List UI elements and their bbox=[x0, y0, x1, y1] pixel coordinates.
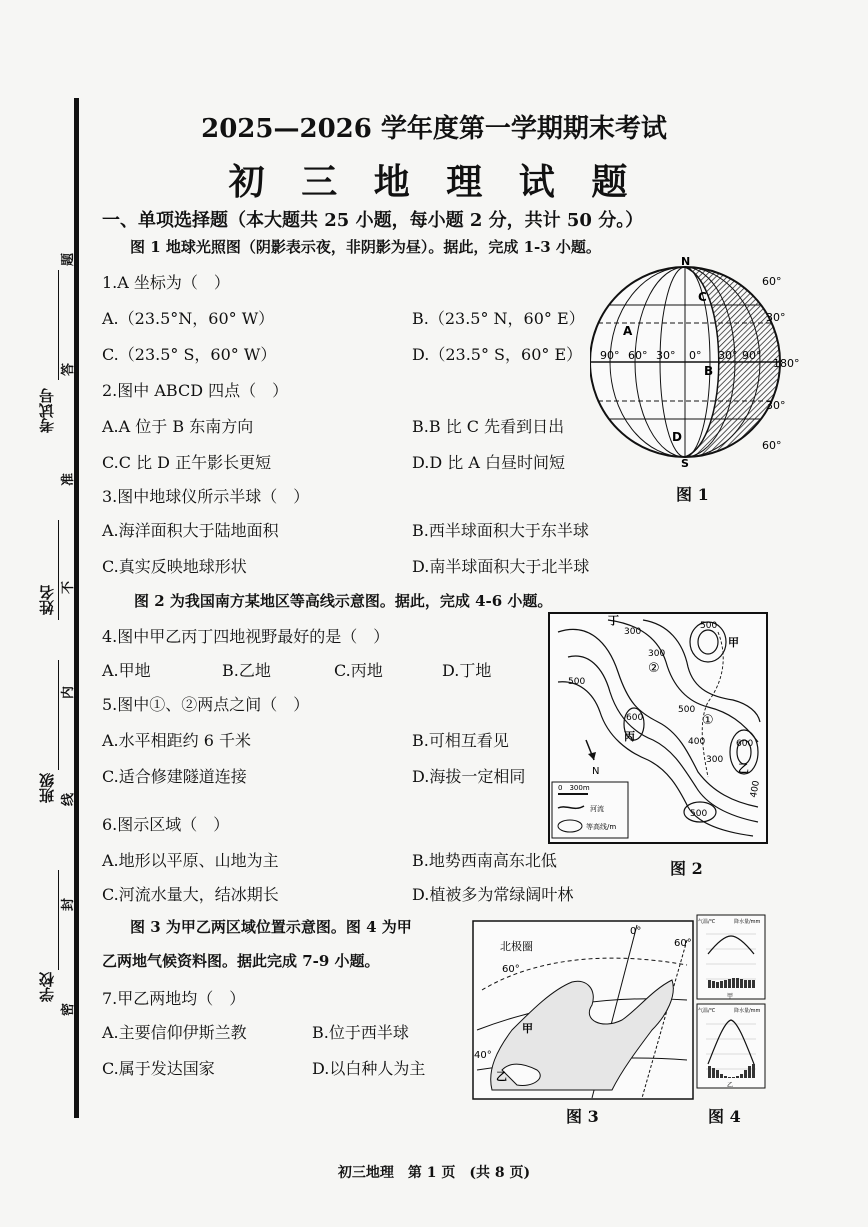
q2-option-c: C.C 比 D 正午影长更短 bbox=[102, 453, 272, 472]
point-d: D bbox=[672, 430, 682, 444]
q5-option-d: D.海拔一定相同 bbox=[412, 767, 526, 786]
q3-stem: 3.图中地球仪所示半球（ ） bbox=[102, 487, 310, 506]
q6-option-d: D.植被多为常绿阔叶林 bbox=[412, 885, 574, 904]
place-jia: 甲 bbox=[728, 636, 739, 649]
contour-label: 600 bbox=[626, 713, 644, 723]
q7-option-a: A.主要信仰伊斯兰教 bbox=[102, 1023, 247, 1042]
group2-intro: 图 2 为我国南方某地区等高线示意图。据此，完成 4-6 小题。 bbox=[134, 592, 553, 610]
lon-label: 90° bbox=[742, 349, 762, 362]
seal-char: 题 bbox=[61, 252, 77, 267]
lon-label: 90° bbox=[600, 349, 620, 362]
name-line bbox=[58, 520, 59, 620]
seal-char: 线 bbox=[61, 792, 77, 807]
contour-label: 400 bbox=[749, 779, 762, 799]
name-label: 姓名 bbox=[38, 585, 56, 615]
lon0-label: 0° bbox=[630, 926, 642, 937]
school-line bbox=[58, 870, 59, 970]
mark-point-2: ② bbox=[648, 661, 660, 676]
group3-intro-line2: 乙两地气候资料图。据此完成 7-9 小题。 bbox=[102, 952, 380, 970]
axis-precip-label: 降水量/mm bbox=[734, 1008, 761, 1014]
north-label: N bbox=[592, 766, 600, 777]
figure4-caption: 图 4 bbox=[708, 1107, 741, 1126]
place-ding: 丁 bbox=[608, 614, 619, 627]
seal-char: 内 bbox=[61, 685, 77, 700]
lon-label: 30° bbox=[656, 349, 676, 362]
q4-option-d: D.丁地 bbox=[442, 661, 492, 680]
region-jia: 甲 bbox=[522, 1022, 533, 1035]
seal-char: 答 bbox=[61, 362, 77, 377]
q5-stem: 5.图中①、②两点之间（ ） bbox=[102, 695, 310, 714]
q4-option-c: C.丙地 bbox=[334, 661, 383, 680]
point-b: B bbox=[704, 364, 714, 378]
q6-stem: 6.图示区域（ ） bbox=[102, 815, 230, 834]
lon-label: 60° bbox=[628, 349, 648, 362]
q7-stem: 7.甲乙两地均（ ） bbox=[102, 989, 246, 1008]
lon60-label: 60° bbox=[674, 938, 692, 949]
q7-option-b: B.位于西半球 bbox=[312, 1023, 409, 1042]
q7-option-c: C.属于发达国家 bbox=[102, 1059, 215, 1078]
q6-option-a: A.地形以平原、山地为主 bbox=[102, 851, 279, 870]
contour-label: 500 bbox=[700, 621, 718, 631]
q3-option-c: C.真实反映地球形状 bbox=[102, 557, 247, 576]
binding-line bbox=[74, 98, 79, 1118]
legend-contour: 等高线/m bbox=[586, 823, 617, 831]
q5-option-c: C.适合修建隧道连接 bbox=[102, 767, 247, 786]
figure4-climate-charts bbox=[696, 914, 766, 1090]
q4-option-b: B.乙地 bbox=[222, 661, 271, 680]
class-line bbox=[58, 660, 59, 770]
globe-south-label: S bbox=[681, 457, 689, 470]
chart-label-yi: 乙 bbox=[727, 1082, 734, 1089]
q1-option-b: B.（23.5° N，60° E） bbox=[412, 309, 585, 328]
arctic-circle-label: 北极圈 bbox=[500, 940, 533, 953]
figure3-caption: 图 3 bbox=[566, 1107, 599, 1126]
axis-temp-label: 气温/℃ bbox=[698, 919, 716, 925]
exam-title: 2025—2026 学年度第一学期期末考试 bbox=[201, 114, 667, 144]
q7-option-d: D.以白种人为主 bbox=[312, 1059, 426, 1078]
group3-intro-line1: 图 3 为甲乙两区域位置示意图。图 4 为甲 bbox=[130, 918, 412, 936]
axis-temp-label: 气温/℃ bbox=[698, 1008, 716, 1014]
seal-char: 不 bbox=[61, 580, 77, 595]
figure3-region-map bbox=[472, 920, 694, 1100]
q5-option-a: A.水平相距约 6 千米 bbox=[102, 731, 251, 750]
scale-label: 0 300m bbox=[558, 784, 590, 792]
q6-option-b: B.地势西南高东北低 bbox=[412, 851, 557, 870]
figure2-contour-map bbox=[548, 612, 768, 844]
contour-label: 300 bbox=[706, 755, 724, 765]
lat-label: 30° bbox=[766, 399, 786, 412]
q2-stem: 2.图中 ABCD 四点（ ） bbox=[102, 381, 289, 400]
lat-label: 180° bbox=[773, 357, 800, 370]
q3-option-d: D.南半球面积大于北半球 bbox=[412, 557, 590, 576]
place-bing: 丙 bbox=[624, 730, 635, 743]
seal-char: 准 bbox=[61, 472, 77, 487]
lon-label: 0° bbox=[689, 349, 702, 362]
q4-option-a: A.甲地 bbox=[102, 661, 151, 680]
section-heading: 一、单项选择题（本大题共 25 小题，每小题 2 分，共计 50 分。） bbox=[102, 210, 644, 231]
point-a: A bbox=[623, 324, 633, 338]
contour-label: 500 bbox=[678, 705, 696, 715]
figure1-globe bbox=[590, 255, 800, 470]
contour-label: 300 bbox=[624, 627, 642, 637]
mark-point-1: ① bbox=[702, 713, 714, 728]
lat-label: 30° bbox=[766, 311, 786, 324]
region-yi: 乙 bbox=[496, 1070, 507, 1083]
seal-char: 密 bbox=[61, 1002, 77, 1017]
lat60-label: 60° bbox=[502, 964, 520, 975]
lat-label: 60° bbox=[762, 439, 782, 452]
q3-option-b: B.西半球面积大于东半球 bbox=[412, 521, 589, 540]
q5-option-b: B.可相互看见 bbox=[412, 731, 509, 750]
lat40-label: 40° bbox=[474, 1050, 492, 1061]
q2-option-a: A.A 位于 B 东南方向 bbox=[102, 417, 254, 436]
q6-option-c: C.河流水量大，结冰期长 bbox=[102, 885, 279, 904]
axis-precip-label: 降水量/mm bbox=[734, 919, 761, 925]
place-yi: 乙 bbox=[738, 762, 749, 775]
q4-stem: 4.图中甲乙丙丁四地视野最好的是（ ） bbox=[102, 627, 390, 646]
class-label: 班级 bbox=[38, 773, 56, 803]
contour-label: 500 bbox=[568, 677, 586, 687]
school-label: 学校 bbox=[38, 972, 56, 1002]
point-c: C bbox=[698, 290, 707, 304]
chart-label-jia: 甲 bbox=[727, 993, 734, 1000]
globe-north-label: N bbox=[681, 255, 691, 268]
seal-char: 封 bbox=[61, 897, 77, 912]
contour-label: 600 bbox=[736, 739, 754, 749]
figure2-caption: 图 2 bbox=[670, 859, 703, 878]
q2-option-b: B.B 比 C 先看到日出 bbox=[412, 417, 565, 436]
subject-title: 初 三 地 理 试 题 bbox=[228, 161, 640, 203]
exam-no-label: 考试号 bbox=[38, 388, 56, 433]
q1-stem: 1.A 坐标为（ ） bbox=[102, 273, 230, 292]
q3-option-a: A.海洋面积大于陆地面积 bbox=[102, 521, 279, 540]
contour-label: 300 bbox=[648, 649, 666, 659]
q2-option-d: D.D 比 A 白昼时间短 bbox=[412, 453, 565, 472]
lon-label: 30° bbox=[718, 349, 738, 362]
figure1-caption: 图 1 bbox=[676, 485, 709, 504]
q1-option-c: C.（23.5° S，60° W） bbox=[102, 345, 277, 364]
q1-option-a: A.（23.5°N，60° W） bbox=[102, 309, 275, 328]
lat-label: 60° bbox=[762, 275, 782, 288]
contour-label: 400 bbox=[688, 737, 706, 747]
group1-intro: 图 1 地球光照图（阴影表示夜，非阴影为昼）。据此，完成 1-3 小题。 bbox=[130, 238, 601, 256]
page-footer: 初三地理 第 1 页 (共 8 页) bbox=[337, 1165, 531, 1181]
legend-river: 河流 bbox=[590, 805, 604, 813]
contour-label: 500 bbox=[690, 809, 708, 819]
q1-option-d: D.（23.5° S，60° E） bbox=[412, 345, 583, 364]
